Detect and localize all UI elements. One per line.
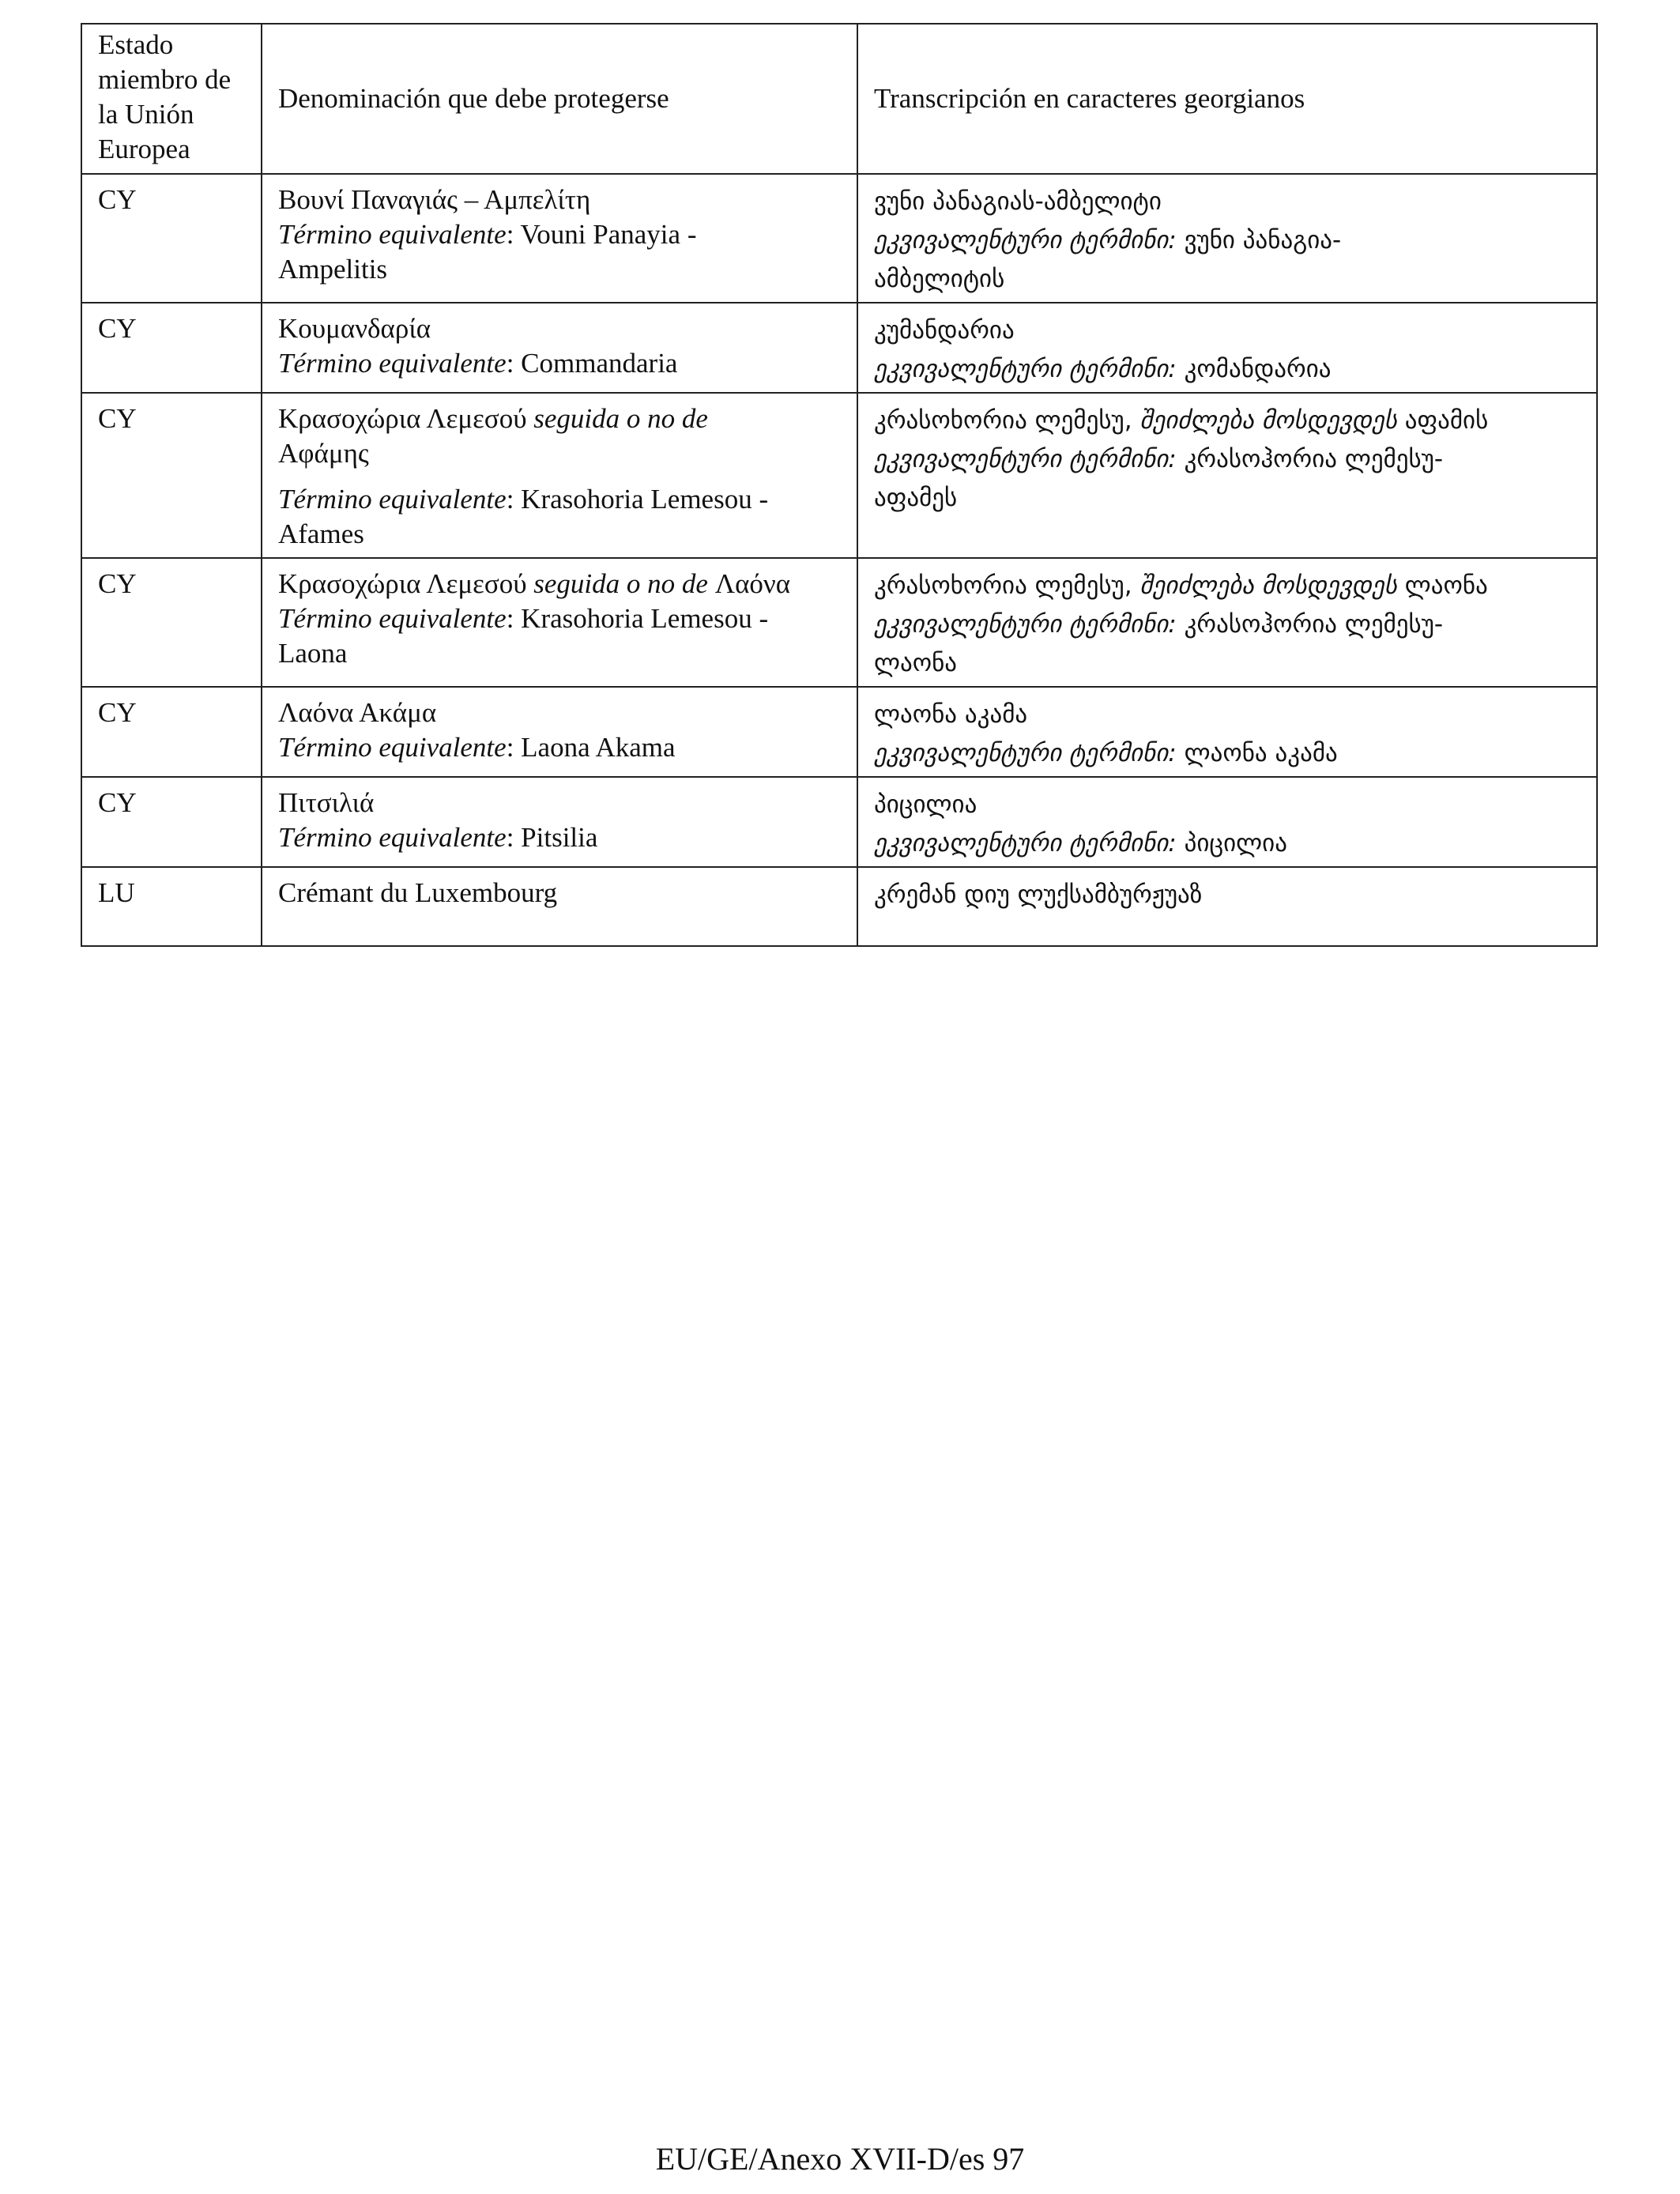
cell-transcription: ვუნი პანაგიას-ამბელიტი ეკვივალენტური ტერმინი: ვუნი პანაგია- ამბელიტის	[857, 174, 1597, 303]
cell-state: CY	[81, 393, 262, 558]
table-row	[81, 687, 1597, 777]
table-header-row	[81, 24, 1597, 174]
cell-name: Βουνί Παναγιάς – Αμπελίτη Término equivalente: Vouni Panayia - Ampelitis	[262, 174, 857, 303]
table-row	[81, 174, 1597, 303]
cell-transcription: კრასოხორია ლემესუ, შეიძლება მოსდევდეს აფამის ეკვივალენტური ტერმინი: კრასოჰორია ლემესუ- აფამეს	[857, 393, 1597, 558]
header-transcription: Transcripción en caracteres georgianos	[857, 24, 1597, 174]
cell-state: CY	[81, 174, 262, 303]
table-row	[81, 303, 1597, 393]
page-footer: EU/GE/Anexo XVII-D/es 97	[655, 2141, 1025, 2177]
cell-name: Κρασοχώρια Λεμεσού seguida o no de Αφάμης Término equivalente: Krasohoria Lemesou - Afames	[262, 393, 857, 558]
cell-transcription: კრემან დიუ ლუქსამბურჟუაზ	[857, 867, 1597, 946]
cell-transcription: ლაონა აკამა ეკვივალენტური ტერმინი: ლაონა აკამა	[857, 687, 1597, 777]
header-name: Denominación que debe protegerse	[262, 24, 857, 174]
table-row	[81, 393, 1597, 558]
cell-state: LU	[81, 867, 262, 946]
cell-name: Crémant du Luxembourg	[262, 867, 857, 946]
table-row	[81, 867, 1597, 946]
table-row	[81, 558, 1597, 687]
cell-name: Λαόνα Ακάμα Término equivalente: Laona Akama	[262, 687, 857, 777]
cell-transcription: პიცილია ეკვივალენტური ტერმინი: პიცილია	[857, 777, 1597, 867]
header-member-state: Estado miembro de la Unión Europea	[81, 24, 262, 174]
cell-state: CY	[81, 687, 262, 777]
cell-state: CY	[81, 303, 262, 393]
table-row	[81, 777, 1597, 867]
cell-state: CY	[81, 777, 262, 867]
cell-name: Κρασοχώρια Λεμεσού seguida o no de Λαόνα Término equivalente: Krasohoria Lemesou - Laona	[262, 558, 857, 687]
geographical-indications-table	[81, 23, 1598, 947]
cell-transcription: კრასოხორია ლემესუ, შეიძლება მოსდევდეს ლაონა ეკვივალენტური ტერმინი: კრასოჰორია ლემესუ- ლაონა	[857, 558, 1597, 687]
cell-name: Πιτσιλιά Término equivalente: Pitsilia	[262, 777, 857, 867]
cell-state: CY	[81, 558, 262, 687]
cell-name: Κουμανδαρία Término equivalente: Commandaria	[262, 303, 857, 393]
cell-transcription: კუმანდარია ეკვივალენტური ტერმინი: კომანდარია	[857, 303, 1597, 393]
